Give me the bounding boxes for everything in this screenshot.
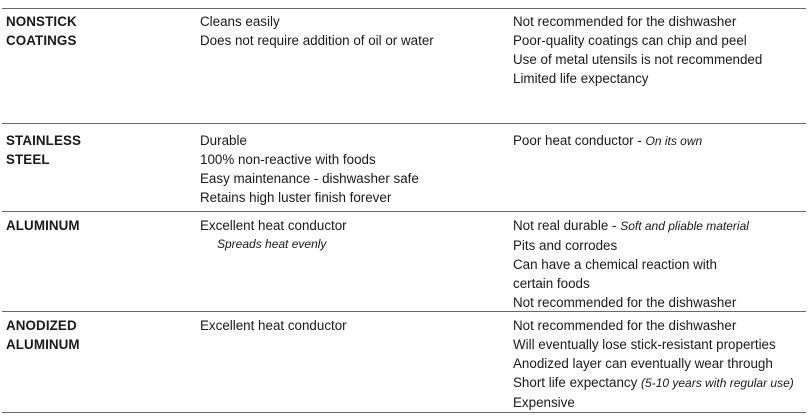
con-item: Not recommended for the dishwasher	[513, 14, 737, 29]
table-rule	[2, 211, 806, 212]
con-item: Pits and corrodes	[513, 238, 618, 253]
con-item: Not recommended for the dishwasher	[513, 295, 737, 310]
con-item: Not recommended for the dishwasher	[513, 318, 737, 333]
con-item: Can have a chemical reaction with	[513, 257, 717, 272]
material-name: ALUMINUM	[6, 218, 80, 233]
con-item: Will eventually lose stick-resistant properties	[513, 337, 776, 352]
pros-cell	[200, 216, 500, 254]
pro-item: Excellent heat conductor	[200, 218, 347, 233]
con-item: Not real durable - Soft and pliable material	[513, 218, 749, 233]
con-item: Poor-quality coatings can chip and peel	[513, 33, 747, 48]
pro-item: Cleans easily	[200, 14, 280, 29]
table-rule	[2, 311, 806, 312]
con-item: Limited life expectancy	[513, 71, 649, 86]
pros-cell	[200, 316, 500, 335]
pro-item: Does not require addition of oil or water	[200, 33, 434, 48]
pro-item: Retains high luster finish forever	[200, 190, 392, 205]
con-note: (5-10 years with regular use)	[641, 376, 794, 390]
table-rule	[2, 123, 806, 124]
pros-cell	[200, 131, 500, 207]
con-item: Use of metal utensils is not recommended	[513, 52, 763, 67]
con-note: Soft and pliable material	[620, 219, 749, 233]
con-item: Anodized layer can eventually wear through	[513, 356, 773, 371]
pro-item: Easy maintenance - dishwasher safe	[200, 171, 419, 186]
cons-cell	[513, 216, 808, 312]
pro-note: Spreads heat evenly	[217, 237, 327, 251]
con-item: Short life expectancy (5-10 years with regular use)	[513, 375, 794, 390]
cons-cell	[513, 131, 808, 151]
table-rule-top	[2, 8, 806, 9]
pro-item: Durable	[200, 133, 247, 148]
cons-cell	[513, 316, 808, 412]
material-name: NONSTICK COATINGS	[6, 14, 77, 48]
con-note: On its own	[645, 134, 703, 148]
material-name: STAINLESS STEEL	[6, 133, 82, 167]
pro-item: 100% non-reactive with foods	[200, 152, 376, 167]
cons-cell	[513, 12, 808, 88]
con-item: Poor heat conductor - On its own	[513, 133, 703, 148]
pro-item: Excellent heat conductor	[200, 318, 347, 333]
pros-cell	[200, 12, 500, 50]
con-item: certain foods	[513, 276, 590, 291]
con-item: Expensive	[513, 395, 575, 410]
material-name: ANODIZED ALUMINUM	[6, 318, 80, 352]
table-rule-bottom	[2, 412, 806, 413]
